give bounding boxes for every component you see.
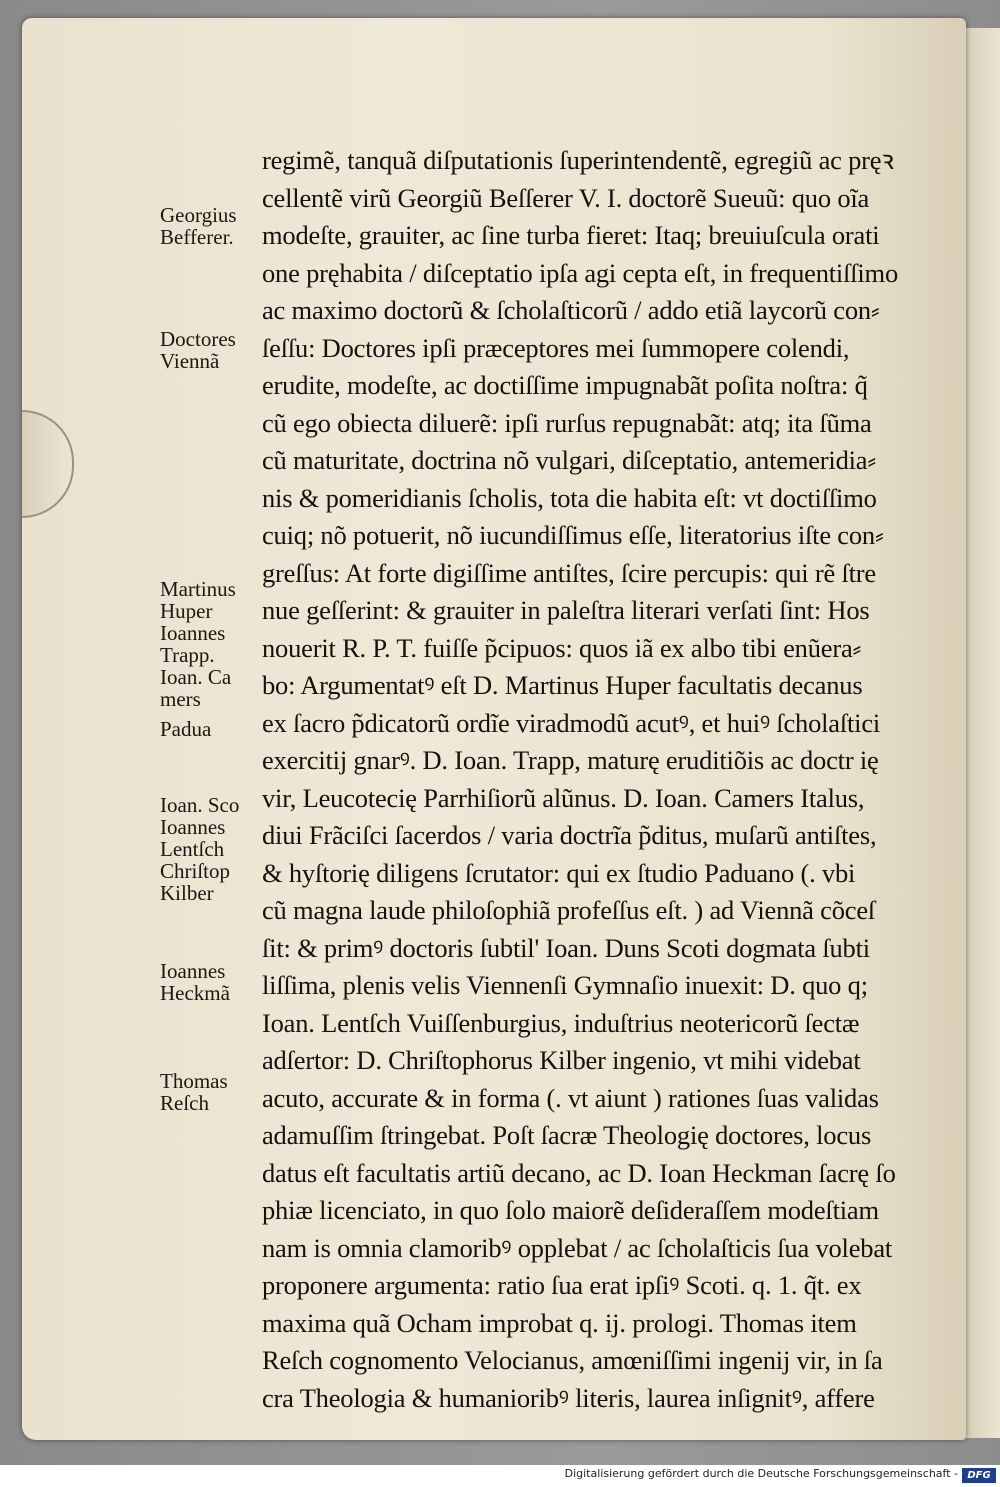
text-line: cellentẽ virũ Georgiũ Beſſerer V. I. doctorẽ Sueuũ: quo oĩa xyxy=(262,182,870,213)
text-line: one pręhabita / diſceptatio ipſa agi cepta eſt, in frequentiſſimo xyxy=(262,257,899,288)
text-line: nis & pomeridianis ſcholis, tota die habita eſt: vt doctiſſimo xyxy=(262,482,877,513)
text-line: liſſima, plenis velis Viennenſi Gymnaſio inuexit: D. quo q; xyxy=(262,970,868,1000)
margin-note-padua: Padua xyxy=(160,717,212,741)
text-line: & hyſtorię diligens ſcrutator: qui ex ſtudio Paduano (. vbi xyxy=(262,857,856,888)
facing-page-edge xyxy=(966,28,1000,1438)
text-line: cra Theologia & humanioribꝰ literis, laurea inſignitꝰ, affere xyxy=(262,1382,875,1413)
clasp-tab xyxy=(22,410,74,518)
margin-note-huper-trapp-camers: Martinus Huper Ioannes Trapp. Ioan. Ca mers xyxy=(160,577,236,711)
text-line: cuiq; nõ potuerit, nõ iucundiſſimus eſſe, literatorius iſte con⸗ xyxy=(262,520,884,550)
margin-note-besserer: Georgius Befferer. xyxy=(160,203,237,249)
digitization-footer xyxy=(0,1465,1000,1487)
text-line: nouerit R. P. T. fuiſſe p̃cipuos: quos iã ex albo tibi enũera⸗ xyxy=(262,632,862,663)
margin-note-scotus-lentsch-kilber: Ioan. Sco Ioannes Lentſch Chriſtop Kilber xyxy=(160,793,240,905)
text-line: phiæ licenciato, in quo ſolo maiorẽ deſideraſſem modeſtiam xyxy=(262,1195,879,1225)
text-line: proponere argumenta: ratio ſua erat ipſiꝰ Scoti. q. 1. q̃t. ex xyxy=(262,1270,862,1300)
text-line: exercitij gnarꝰ. D. Ioan. Trapp, maturę eruditiõis ac doctr ię xyxy=(262,745,879,775)
text-line: greſſus: At forte digiſſime antiſtes, ſcire percupis: qui rẽ ſtre xyxy=(262,557,876,588)
text-line: datus eſt facultatis artiũ decano, ac D. Ioan Heckman ſacrę ſo xyxy=(262,1157,896,1188)
margin-note-doctores: Doctores Viennã xyxy=(160,327,236,373)
dfg-logo: DFG xyxy=(962,1468,996,1483)
text-line: cũ maturitate, doctrina nõ vulgari, diſceptatio, antemeridia⸗ xyxy=(262,445,876,475)
text-line: cũ ego obiecta diluerẽ: ipſi rurſus repugnabãt: atq; ita ſũma xyxy=(262,407,872,438)
text-line: modeſte, grauiter, ac ſine turba fieret: Itaq; breuiuſcula orati xyxy=(262,220,880,250)
text-line: regimẽ, tanquã diſputationis ſuperintendentẽ, egregiũ ac pręꝛ xyxy=(262,145,894,175)
funding-credit: Digitalisierung gefördert durch die Deutsche Forschungsgemeinschaft - xyxy=(564,1467,958,1480)
text-line: Ioan. Lentſch Vuiſſenburgius, induſtrius neotericorũ ſectæ xyxy=(262,1007,860,1038)
text-line: acuto, accurate & in forma (. vt aiunt ) rationes ſuas validas xyxy=(262,1082,879,1113)
text-line: Reſch cognomento Velocianus, amœniſſimi ingenij vir, in ſa xyxy=(262,1345,883,1375)
text-line: adamuſſim ſtringebat. Poſt ſacræ Theologię doctores, locus xyxy=(262,1120,872,1150)
text-line: adſertor: D. Chriſtophorus Kilber ingenio, vt mihi videbat xyxy=(262,1045,861,1075)
text-line: nue geſſerint: & grauiter in paleſtra literari verſati ſint: Hos xyxy=(262,595,870,625)
body-text xyxy=(262,142,962,1417)
text-line: erudite, modeſte, ac doctiſſime impugnabãt poſita noſtra: q̃ xyxy=(262,370,868,400)
text-line: vir, Leucotecię Parrhiſiorũ alũnus. D. Ioan. Camers Italus, xyxy=(262,782,865,813)
text-line: cũ magna laude philoſophiã profeſſus eſt. ) ad Viennã cõceſ xyxy=(262,895,876,925)
text-line: nam is omnia clamoribꝰ opplebat / ac ſcholaſticis ſua volebat xyxy=(262,1232,893,1263)
marginal-notes xyxy=(160,18,270,1318)
text-line: bo: Argumentatꝰ eſt D. Martinus Huper facultatis decanus xyxy=(262,670,863,700)
text-line: ſit: & primꝰ doctoris ſubtil' Ioan. Duns Scoti dogmata ſubti xyxy=(262,932,870,963)
text-line: ac maximo doctorũ & ſcholaſticorũ / addo etiã laycorũ con⸗ xyxy=(262,295,880,325)
margin-note-resch: Thomas Reſch xyxy=(160,1069,228,1115)
margin-note-heckman: Ioannes Heckmã xyxy=(160,959,230,1005)
text-line: maxima quã Ocham improbat q. ij. prologi. Thomas item xyxy=(262,1307,857,1338)
text-line: ex ſacro p̃dicatorũ ordĩe viradmodũ acutꝰ, et huiꝰ ſcholaſtici xyxy=(262,707,881,738)
text-line: ſeſſu: Doctores ipſi præceptores mei ſummopere colendi, xyxy=(262,332,850,363)
book-page xyxy=(22,18,966,1440)
text-line: diui Frãciſci ſacerdos / varia doctrĩa p̃ditus, muſarũ antiſtes, xyxy=(262,820,877,850)
